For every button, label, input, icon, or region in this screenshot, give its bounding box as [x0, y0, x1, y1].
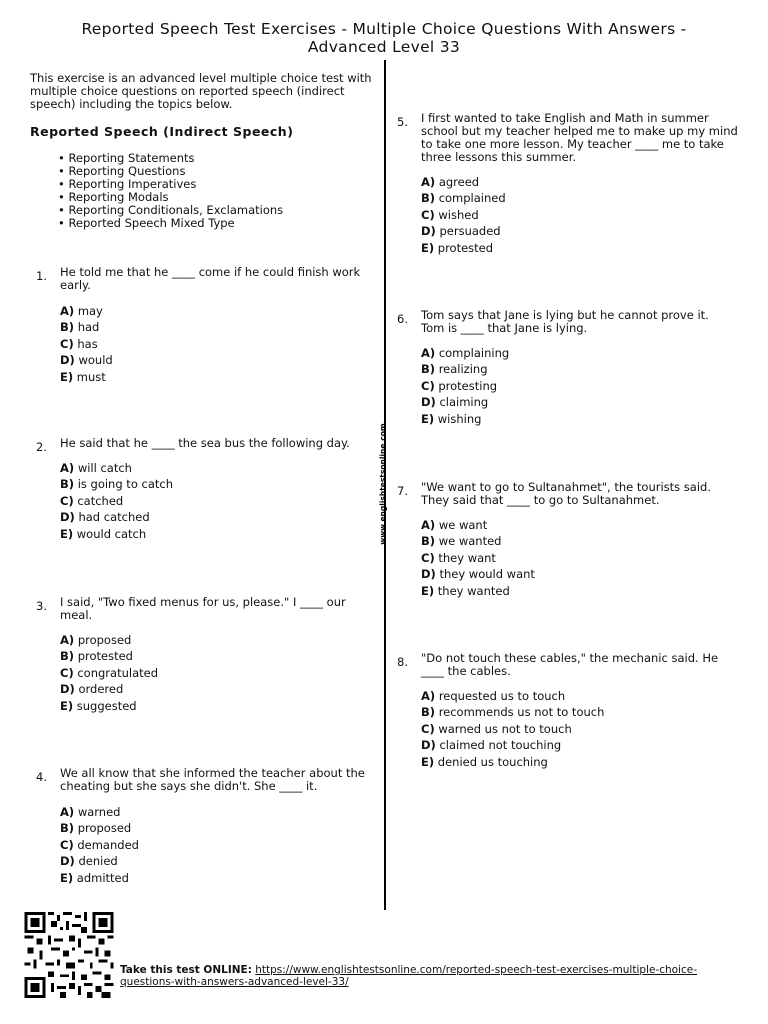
footer-label: Take this test ONLINE:: [120, 964, 252, 976]
option-e[interactable]: E) would catch: [60, 526, 147, 541]
option-a[interactable]: A) requested us to touch: [421, 689, 566, 703]
option-b[interactable]: B) is going to catch: [60, 477, 173, 492]
footer-online-link: [120, 964, 720, 988]
option-list: [60, 460, 173, 542]
option-a[interactable]: A) warned: [60, 805, 121, 819]
option-b[interactable]: B) had: [60, 320, 100, 335]
question-stem: I said, "Two fixed menus for us, please." I ____ our meal.: [60, 595, 346, 622]
topic-item: • Reporting Imperatives: [58, 178, 283, 191]
question-stem: He told me that he ____ come if he could finish work early.: [60, 265, 361, 292]
option-d[interactable]: D) denied: [60, 854, 118, 869]
option-c[interactable]: C) congratulated: [60, 665, 159, 680]
option-a[interactable]: A) agreed: [421, 175, 480, 189]
option-e[interactable]: E) suggested: [60, 698, 137, 713]
question-number: 4.: [36, 770, 47, 784]
option-list: [421, 345, 509, 427]
option-c[interactable]: C) demanded: [60, 837, 139, 852]
option-e[interactable]: E) must: [60, 369, 106, 384]
option-d[interactable]: D) claimed not touching: [421, 738, 562, 753]
option-b[interactable]: B) complained: [421, 191, 506, 206]
topic-item: • Reported Speech Mixed Type: [58, 217, 283, 230]
option-list: [421, 517, 535, 599]
page-title: [30, 20, 738, 56]
option-d[interactable]: D) they would want: [421, 567, 535, 582]
question-number: 8.: [397, 655, 408, 669]
question-stem: "Do not touch these cables," the mechanic said. He ____ the cables.: [421, 651, 719, 678]
section-subtitle: Reported Speech (Indirect Speech): [30, 124, 294, 139]
topic-item: • Reporting Modals: [58, 191, 283, 204]
question-stem: I first wanted to take English and Math in summer school but my teacher helped me to make up my mind to take one more lesson. My teacher ____ me to take three lessons this summer.: [421, 111, 738, 164]
option-c[interactable]: C) has: [60, 336, 98, 351]
option-e[interactable]: E) protested: [421, 240, 494, 255]
question-stem: "We want to go to Sultanahmet", the tourists said. They said that ____ to go to Sultanahmet.: [421, 480, 711, 507]
topic-item: • Reporting Conditionals, Exclamations: [58, 204, 283, 217]
question-stem: We all know that she informed the teacher about the cheating but she says she didn't. She ____ it.: [60, 766, 365, 793]
option-d[interactable]: D) persuaded: [421, 224, 501, 239]
intro-text: This exercise is an advanced level multiple choice test with multiple choice questions on reported speech (indirect speech) including the topics below.: [30, 71, 372, 111]
qr-code-icon[interactable]: [24, 912, 114, 998]
option-e[interactable]: E) denied us touching: [421, 754, 548, 769]
question-stem: He said that he ____ the sea bus the following day.: [60, 436, 350, 450]
option-d[interactable]: D) had catched: [60, 510, 150, 525]
question-number: 5.: [397, 115, 408, 129]
option-list: [421, 174, 506, 256]
option-c[interactable]: C) protesting: [421, 378, 498, 393]
option-list: [60, 804, 139, 886]
option-b[interactable]: B) proposed: [60, 821, 132, 836]
topic-item: • Reporting Questions: [58, 165, 283, 178]
topic-list: [58, 152, 283, 230]
option-a[interactable]: A) we want: [421, 518, 488, 532]
topic-item: • Reporting Statements: [58, 152, 283, 165]
option-a[interactable]: A) proposed: [60, 633, 132, 647]
question-number: 7.: [397, 484, 408, 498]
option-c[interactable]: C) they want: [421, 550, 496, 565]
title-line-1: Reported Speech Test Exercises - Multiple Choice Questions With Answers -: [81, 20, 687, 38]
title-line-2: Advanced Level 33: [307, 38, 461, 56]
option-list: [60, 632, 158, 714]
option-e[interactable]: E) they wanted: [421, 583, 510, 598]
option-a[interactable]: A) will catch: [60, 461, 132, 475]
option-d[interactable]: D) would: [60, 353, 113, 368]
option-c[interactable]: C) warned us not to touch: [421, 721, 572, 736]
footer-url-link[interactable]: https://www.englishtestsonline.com/reported-speech-test-exercises-multiple-choice-questions-with-answers-advanced-level-33/: [120, 964, 697, 988]
option-b[interactable]: B) we wanted: [421, 534, 502, 549]
option-d[interactable]: D) claiming: [421, 395, 489, 410]
option-c[interactable]: C) catched: [60, 493, 124, 508]
option-a[interactable]: A) complaining: [421, 346, 510, 360]
side-watermark-url: www.englishtestsonline.com: [378, 423, 388, 545]
option-list: [60, 303, 113, 385]
option-d[interactable]: D) ordered: [60, 682, 124, 697]
question-number: 2.: [36, 440, 47, 454]
option-b[interactable]: B) protested: [60, 649, 133, 664]
question-number: 1.: [36, 269, 47, 283]
question-stem: Tom says that Jane is lying but he cannot prove it. Tom is ____ that Jane is lying.: [421, 308, 709, 335]
option-e[interactable]: E) wishing: [421, 411, 482, 426]
option-b[interactable]: B) realizing: [421, 362, 488, 377]
option-a[interactable]: A) may: [60, 304, 103, 318]
question-number: 3.: [36, 599, 47, 613]
question-number: 6.: [397, 312, 408, 326]
option-e[interactable]: E) admitted: [60, 870, 129, 885]
option-b[interactable]: B) recommends us not to touch: [421, 705, 605, 720]
option-list: [421, 688, 604, 770]
option-c[interactable]: C) wished: [421, 207, 479, 222]
